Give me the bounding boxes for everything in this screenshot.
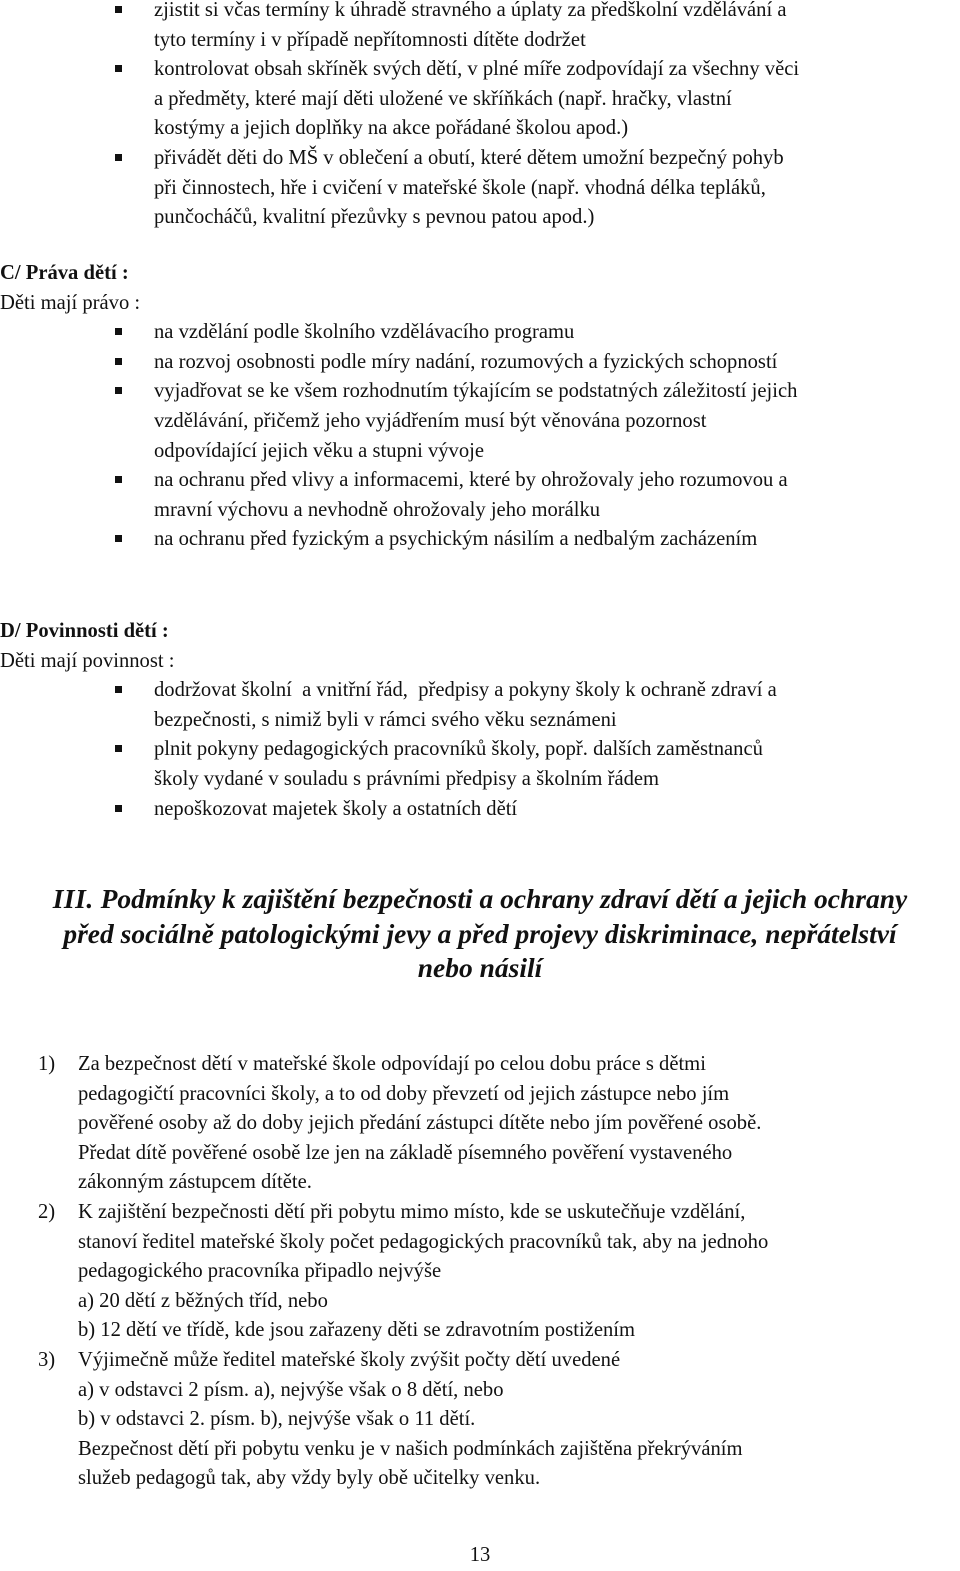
item-number: 3) — [38, 1348, 56, 1371]
square-bullet-icon — [115, 686, 122, 693]
list-item — [0, 318, 960, 348]
item-line: Předat dítě pověřené osobě lze jen na základě písemného pověření vystaveného — [78, 1141, 733, 1164]
numbered-item — [0, 1346, 960, 1494]
list-item — [0, 466, 960, 525]
list-item-line: při činnostech, hře i cvičení v mateřské škole (např. vhodná délka tepláků, — [154, 176, 766, 199]
list-item-line: kontrolovat obsah skříněk svých dětí, v plné míře zodpovídají za všechny věci — [154, 58, 800, 81]
item-line: služeb pedagogů tak, aby vždy byly obě učitelky venku. — [78, 1467, 541, 1490]
list-item-line: tyto termíny i v případě nepřítomnosti dítěte dodržet — [154, 28, 586, 51]
item-line: b) 12 dětí ve třídě, kde jsou zařazeny děti se zdravotním postižením — [78, 1319, 635, 1342]
list-item — [0, 676, 960, 735]
page-number: 13 — [469, 1544, 491, 1566]
numbered-item — [0, 1198, 960, 1346]
item-number: 2) — [38, 1200, 56, 1223]
item-line: a) 20 dětí z běžných tříd, nebo — [78, 1289, 328, 1312]
section-intro: Děti mají právo : — [0, 291, 141, 314]
list-item-line: dodržovat školní a vnitřní řád, předpisy a pokyny školy k ochraně zdraví a — [154, 679, 777, 702]
list-item — [0, 144, 960, 233]
list-item-line: na ochranu před vlivy a informacemi, které by ohrožovaly jeho rozumovou a — [154, 469, 788, 492]
item-line: K zajištění bezpečnosti dětí při pobytu mimo místo, kde se uskutečňuje vzdělání, — [78, 1200, 746, 1223]
list-item-line: kostýmy a jejich doplňky na akce pořádané školou apod.) — [154, 117, 629, 140]
list-item-line: plnit pokyny pedagogických pracovníků školy, popř. dalších zaměstnanců — [154, 738, 763, 761]
list-item — [0, 525, 960, 555]
item-line: Za bezpečnost dětí v mateřské škole odpovídají po celou dobu práce s dětmi — [78, 1053, 706, 1075]
list-item-line: na ochranu před fyzickým a psychickým násilím a nedbalým zacházením — [154, 528, 758, 551]
item-line: pedagogičtí pracovníci školy, a to od doby převzetí od jejich zástupce nebo jím — [78, 1082, 730, 1105]
section-heading: C/ Práva dětí : — [0, 262, 129, 284]
square-bullet-icon — [115, 805, 122, 812]
list-item-line: punčocháčů, kvalitní přezůvky s pevnou patou apod.) — [154, 206, 595, 229]
list-item-line: nepoškozovat majetek školy a ostatních dětí — [154, 797, 518, 820]
item-line: b) v odstavci 2. písm. b), nejvýše však o 11 dětí. — [78, 1408, 476, 1431]
parent-duties-continued — [0, 0, 960, 233]
list-item-line: zjistit si včas termíny k úhradě stravného a úplaty za předškolní vzdělávání a — [154, 0, 787, 21]
section-children-duties — [0, 617, 960, 824]
chapter-title-line: Podmínky k zajištění bezpečnosti a ochrany zdraví dětí a jejich ochrany — [100, 883, 908, 914]
section-heading: D/ Povinnosti dětí : — [0, 620, 169, 642]
bullet-list — [0, 0, 960, 233]
list-item-line: odpovídající jejich věku a stupni vývoje — [154, 439, 485, 462]
item-line: zákonným zástupcem dítěte. — [78, 1171, 312, 1194]
square-bullet-icon — [115, 6, 122, 13]
list-item — [0, 0, 960, 55]
square-bullet-icon — [115, 154, 122, 161]
list-item-line: školy vydané v souladu s právními předpisy a školním řádem — [154, 767, 660, 790]
list-item-line: na rozvoj osobnosti podle míry nadání, rozumových a fyzických schopností — [154, 350, 778, 373]
numbered-list — [0, 1050, 960, 1494]
square-bullet-icon — [115, 387, 122, 394]
square-bullet-icon — [115, 358, 122, 365]
item-line: Bezpečnost dětí při pobytu venku je v našich podmínkách zajištěna překrýváním — [78, 1437, 743, 1460]
list-item-line: mravní výchovu a nevhodně ohrožovaly jeho morálku — [154, 498, 601, 521]
section-intro: Děti mají povinnost : — [0, 649, 175, 672]
bullet-list — [0, 318, 960, 555]
chapter-title-line: nebo násilí — [417, 952, 543, 983]
list-item — [0, 377, 960, 466]
square-bullet-icon — [115, 535, 122, 542]
item-line: stanoví ředitel mateřské školy počet pedagogických pracovníků tak, aby na jednoho — [78, 1230, 769, 1253]
numbered-item — [0, 1050, 960, 1198]
list-item-line: přivádět děti do MŠ v oblečení a obutí, které dětem umožní bezpečný pohyb — [154, 146, 784, 169]
list-item-line: a předměty, které mají děti uložené ve skříňkách (např. hračky, vlastní — [154, 87, 732, 110]
list-item-line: na vzdělání podle školního vzdělávacího programu — [154, 321, 575, 344]
list-item — [0, 55, 960, 144]
list-item-line: vyjadřovat se ke všem rozhodnutím týkajícím se podstatných záležitostí jejich — [154, 380, 798, 403]
chapter-heading — [0, 882, 960, 986]
item-line: pedagogického pracovníka připadlo nejvýše — [78, 1260, 442, 1283]
item-number: 1) — [38, 1053, 56, 1075]
chapter-number: III. — [52, 883, 94, 914]
square-bullet-icon — [115, 328, 122, 335]
item-line: a) v odstavci 2 písm. a), nejvýše však o 8 dětí, nebo — [78, 1378, 504, 1401]
square-bullet-icon — [115, 476, 122, 483]
item-line: Výjimečně může ředitel mateřské školy zvýšit počty dětí uvedené — [78, 1348, 621, 1371]
list-item-line: bezpečnosti, s nimiž byli v rámci svého věku seznámeni — [154, 708, 617, 731]
chapter-title-line: před sociálně patologickými jevy a před projevy diskriminace, nepřátelství — [63, 917, 897, 949]
item-line: pověřené osoby až do doby jejich předání zástupci dítěte nebo jím pověřené osobě. — [78, 1112, 762, 1135]
square-bullet-icon — [115, 745, 122, 752]
list-item-line: vzdělávání, přičemž jeho vyjádřením musí být věnována pozornost — [154, 409, 707, 432]
bullet-list — [0, 676, 960, 824]
square-bullet-icon — [115, 65, 122, 72]
list-item — [0, 795, 960, 825]
list-item — [0, 735, 960, 794]
section-children-rights — [0, 259, 960, 555]
list-item — [0, 348, 960, 378]
